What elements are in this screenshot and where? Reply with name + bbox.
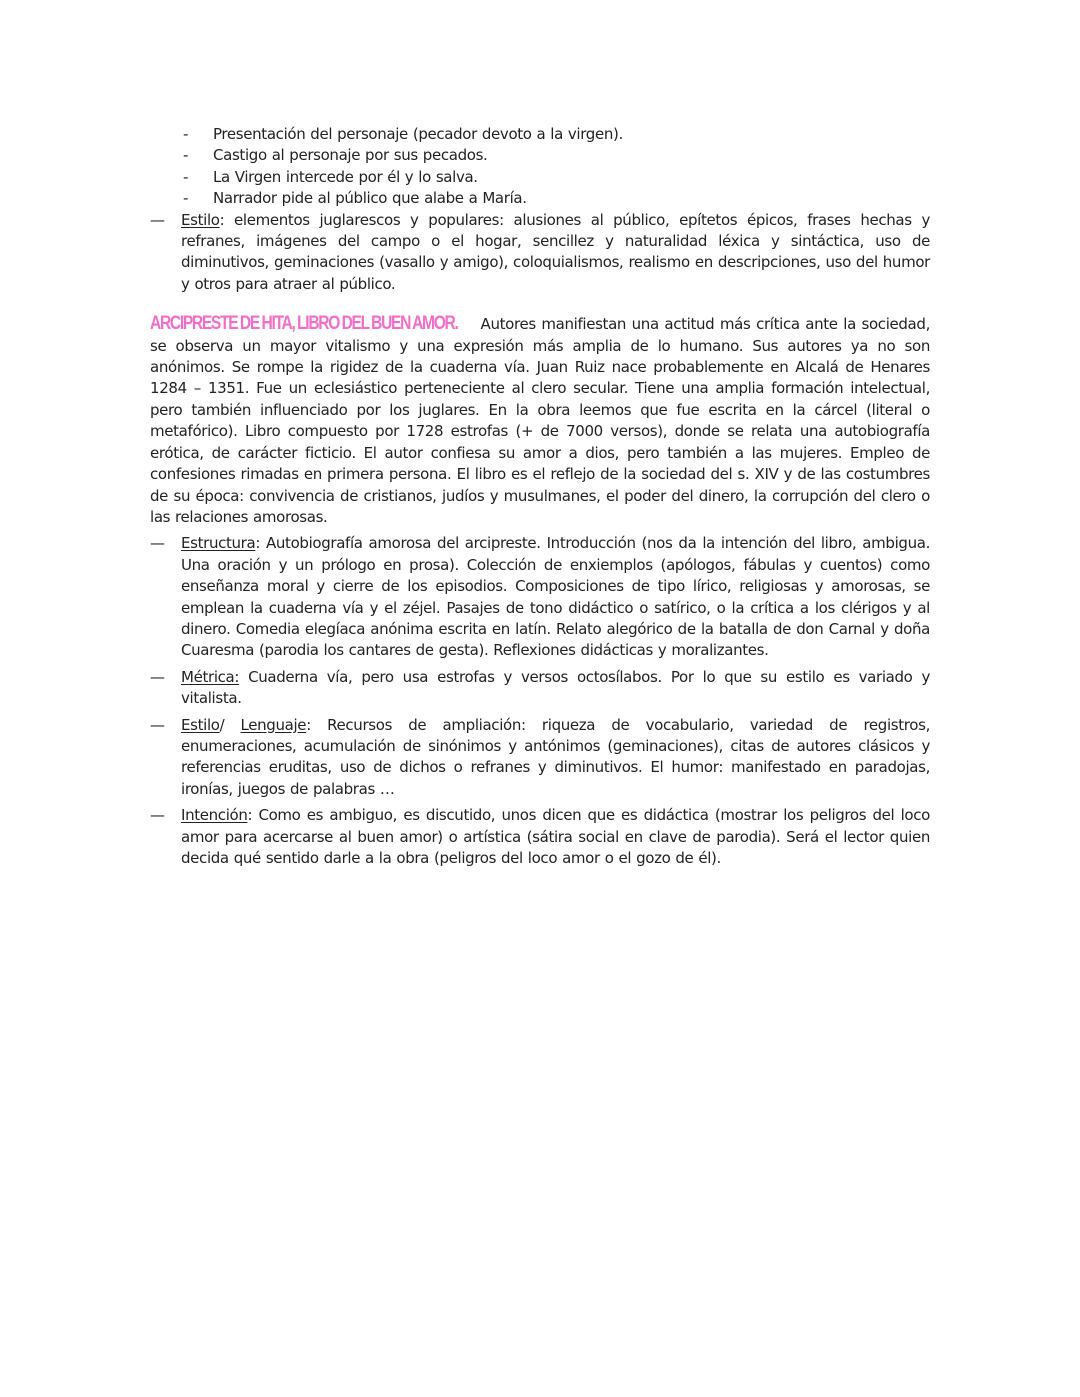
milagros-style-list [150,210,930,296]
libro-buen-amor-list [150,533,930,869]
term-separator: / [219,715,241,734]
estilo-term: Estilo [181,715,220,734]
list-item: - Presentación del personaje (pecador devoto a la virgen). [183,124,930,145]
estilo-lenguaje-text: : Recursos de ampliación: riqueza de vocabulario, variedad de registros, enumeraciones, acumulación de sinónimos y antónimos (geminaciones), citas de autores clásicos y referencias eruditas, uso de dichos o refranes y diminutivos. El humor: manifestado en paradojas, ironías, juegos de palabras … [181,715,930,798]
estilo-text: : elementos juglarescos y populares: alusiones al público, epítetos épicos, frases hechas y refranes, imágenes del campo o el hogar, sencillez y naturalidad léxica y sintáctica, uso de diminutivos, geminaciones (vasallo y amigo), coloquialismos, realismo en descripciones, uso del humor y otros para atraer al público. [181,210,930,293]
estructura-text: : Autobiografía amorosa del arcipreste. Introducción (nos da la intención del libro, ambigua. Una oración y un prólogo en prosa). Colección de enxiemplos (apólogos, fábulas y cuentos) como enseñanza moral y cierre de los episodios. Composiciones de tipo lírico, religiosas y amorosas, se emplean la cuaderna vía y el zéjel. Pasajes de tono didáctico o satírico, o la crítica a los clérigos y al dinero. Comedia elegíaca anónima escrita en latín. Relato alegórico de la batalla de don Carnal y doña Cuaresma (parodia los cantares de gesta). Reflexiones didácticas y moralizantes. [181,534,930,660]
lenguaje-term: Lenguaje [240,715,307,734]
metrica-text: Cuaderna vía, pero usa estrofas y versos octosílabos. Por lo que su estilo es variado y vitalista. [181,667,930,708]
list-item: - Narrador pide al público que alabe a María. [183,188,930,209]
metrica-term: Métrica: [181,667,240,686]
estructura-term: Estructura [181,534,256,553]
estructura-item [150,533,930,661]
arcipreste-section [150,313,930,528]
list-item: - La Virgen intercede por él y lo salva. [183,167,930,188]
list-item: - Castigo al personaje por sus pecados. [183,145,930,166]
intencion-item [150,805,930,869]
estilo-term: Estilo [181,210,220,229]
metrica-item [150,667,930,710]
section-intro: Autores manifiestan una actitud más crítica ante la sociedad, se observa un mayor vitalismo y una expresión más amplia de lo humano. Sus autores ya no son anónimos. Se rompe la rigidez de la cuaderna vía. Juan Ruiz nace probablemente en Alcalá de Henares 1284 – 1351. Fue un eclesiástico perteneciente al clero secular. Tiene una amplia formación intelectual, pero también influenciado por los juglares. En la obra leemos que fue escrita en la cárcel (literal o metafórico). Libro compuesto por 1728 estrofas (+ de 7000 versos), donde se relata una autobiografía erótica, de carácter ficticio. El autor confiesa su amor a dios, pero también a las mujeres. Empleo de confesiones rimadas en primera persona. El libro es el reflejo de la sociedad del s. XIV y de las costumbres de su época: convivencia de cristianos, judíos y musulmanes, el poder del dinero, la corrupción del clero o las relaciones amorosas. [150,315,930,526]
intencion-term: Intención [181,806,248,825]
estilo-lenguaje-item [150,715,930,801]
estilo-item [150,210,930,296]
section-heading: ARCIPRESTE DE HITA, LIBRO DEL BUEN AMOR. [150,313,458,335]
document-page [150,124,930,874]
milagros-structure-list [150,124,930,210]
intencion-text: : Como es ambiguo, es discutido, unos dicen que es didáctica (mostrar los peligros del loco amor para acercarse al buen amor) o artística (sátira social en clave de parodia). Será el lector quien decida qué sentido darle a la obra (peligros del loco amor o el gozo de él). [181,806,930,867]
